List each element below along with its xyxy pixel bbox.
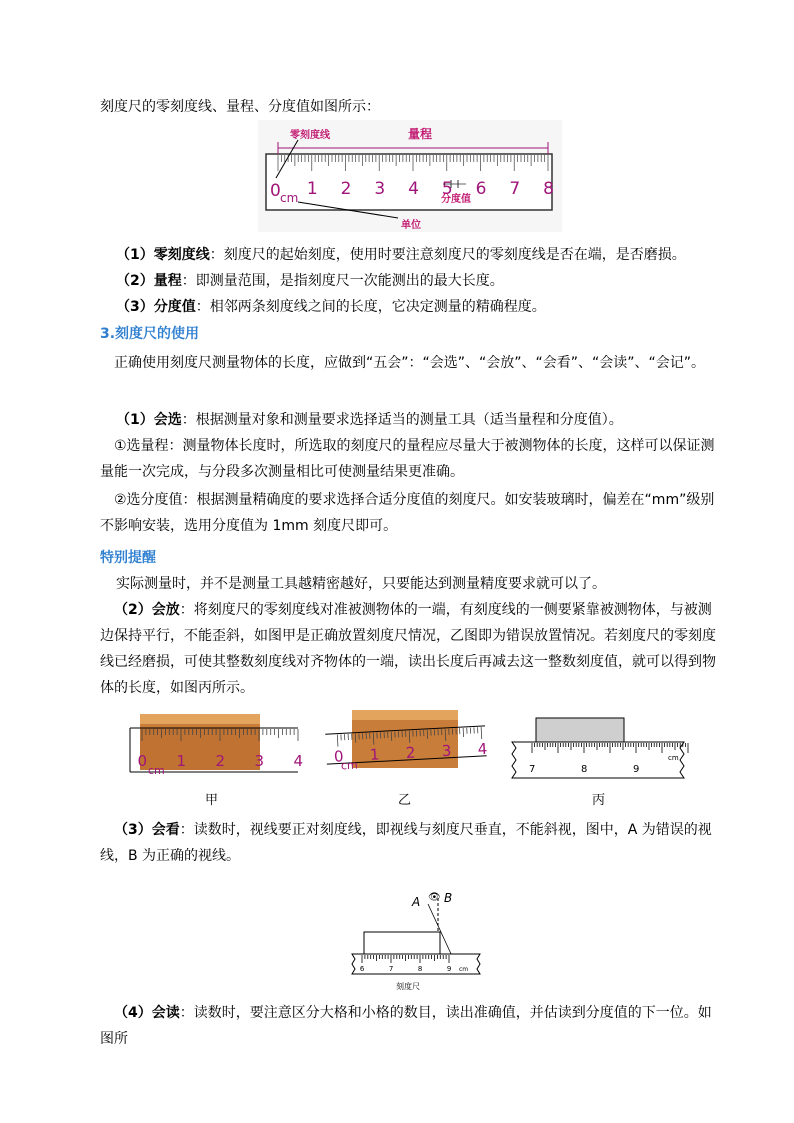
figure-bing: [508, 712, 688, 780]
choose-range-text: ①选量程：测量物体长度时，所选取的刻度尺的量程应尽量大于被测物体的长度，这样可以保证测量能一次完成，与分段多次测量相比可使测量结果更准确。: [100, 438, 715, 480]
ruler-number: 2: [215, 752, 226, 770]
ruler-number: 3: [441, 741, 452, 761]
def-range: （2）量程：即测量范围，是指刻度尺一次能测出的最大长度。: [116, 273, 504, 289]
yi-unit: cm: [340, 758, 359, 773]
unit-cm: cm: [280, 191, 299, 205]
sight-unit: cm: [459, 966, 469, 973]
bing-unit: cm: [668, 754, 679, 762]
label-b: B: [444, 891, 453, 905]
zero-line-label: 零刻度线: [290, 130, 330, 141]
def-division: （3）分度值：相邻两条刻度线之间的长度，它决定测量的精确程度。: [116, 299, 546, 315]
tick: [481, 727, 482, 739]
ruler-number: 8: [543, 179, 554, 199]
ruler-number: 8: [581, 764, 588, 775]
ruler-number: 4: [477, 739, 488, 759]
ruler-number: 9: [633, 764, 640, 775]
view-text: （3）会看：读数时，视线要正对刻度线，即视线与刻度尺垂直，不能斜视，图中，A 为错误的视线，B 为正确的视线。: [100, 822, 712, 864]
ruler-number: 7: [388, 965, 394, 973]
ruler-number: 6: [359, 965, 365, 973]
ruler-number: 3: [254, 752, 265, 770]
ruler-number: 5: [441, 179, 453, 199]
ruler-number: 7: [509, 179, 521, 199]
choose-text: （1）会选：根据测量对象和测量要求选择适当的测量工具（适当量程和分度值）。: [116, 412, 623, 428]
section-3-heading: 3.刻度尺的使用: [100, 326, 200, 342]
def-zero-line: （1）零刻度线：刻度尺的起始刻度，使用时要注意刻度尺的零刻度线是否在端，是否磨损。: [116, 247, 686, 263]
ruler-number: 8: [417, 965, 423, 973]
five-rules-text: 正确使用刻度尺测量物体的长度，应做到“五会”：“会选”、“会放”、“会看”、“会读”、“会记”。: [114, 355, 706, 371]
label-a: A: [412, 895, 421, 909]
read-text: （4）会读：读数时，要注意区分大格和小格的数目，读出准确值，并估读到分度值的下一位。如图所: [100, 1005, 712, 1047]
figure-jia: [128, 708, 304, 780]
ruler-number: 7: [529, 764, 536, 775]
ruler-number: 0: [137, 752, 148, 770]
sight-caption: 刻度尺: [396, 982, 420, 991]
jia-unit: cm: [148, 764, 165, 777]
caption-yi: 乙: [398, 793, 412, 808]
ruler-number: 2: [340, 179, 352, 199]
tick: [337, 735, 338, 747]
division-label: 分度值: [441, 194, 471, 205]
range-label: 量程: [408, 127, 433, 141]
svg-text:👁: 👁: [428, 892, 441, 903]
ruler-diagram: [258, 120, 562, 232]
unit-label: 单位: [401, 220, 421, 231]
intro-text: 刻度尺的零刻度线、量程、分度值如图所示：: [100, 99, 380, 115]
ruler-number: 3: [374, 179, 386, 199]
tip-text: 实际测量时，并不是测量工具越精密越好，只要能达到测量精度要求就可以了。: [116, 576, 606, 592]
sight-line-diagram: [348, 886, 484, 992]
ruler-number: 4: [293, 752, 304, 770]
ruler-number: 1: [369, 745, 380, 764]
tip-heading: 特别提醒: [100, 550, 156, 566]
choose-division-text: ②选分度值：根据测量精确度的要求选择合适分度值的刻度尺。如安装玻璃时，偏差在“mm”级别不影响安装，选用分度值为 1mm 刻度尺即可。: [100, 492, 715, 534]
place-text: （2）会放：将刻度尺的零刻度线对准被测物体的一端，有刻度线的一侧要紧靠被测物体，与被测边保持平行，不能歪斜，如图甲是正确放置刻度尺情况，乙图即为错误放置情况。若刻度尺的零刻度线已经磨损，可使其整数刻度线对齐物体的一端，读出长度后再减去这一整数刻度值，就可以得到物体的长度，如图丙所示。: [100, 602, 716, 696]
caption-jia: 甲: [205, 793, 219, 808]
ruler-number: 2: [405, 743, 416, 763]
caption-bing: 丙: [592, 793, 606, 808]
ruler-number: 0: [333, 747, 344, 766]
figure-yi: [322, 706, 490, 780]
ruler-number: 9: [446, 965, 452, 973]
zero-number: 0: [270, 181, 281, 201]
ruler-number: 4: [408, 179, 419, 199]
ruler-number: 1: [176, 752, 187, 770]
ruler-number: 6: [475, 179, 487, 199]
ruler-number: 1: [306, 179, 318, 199]
